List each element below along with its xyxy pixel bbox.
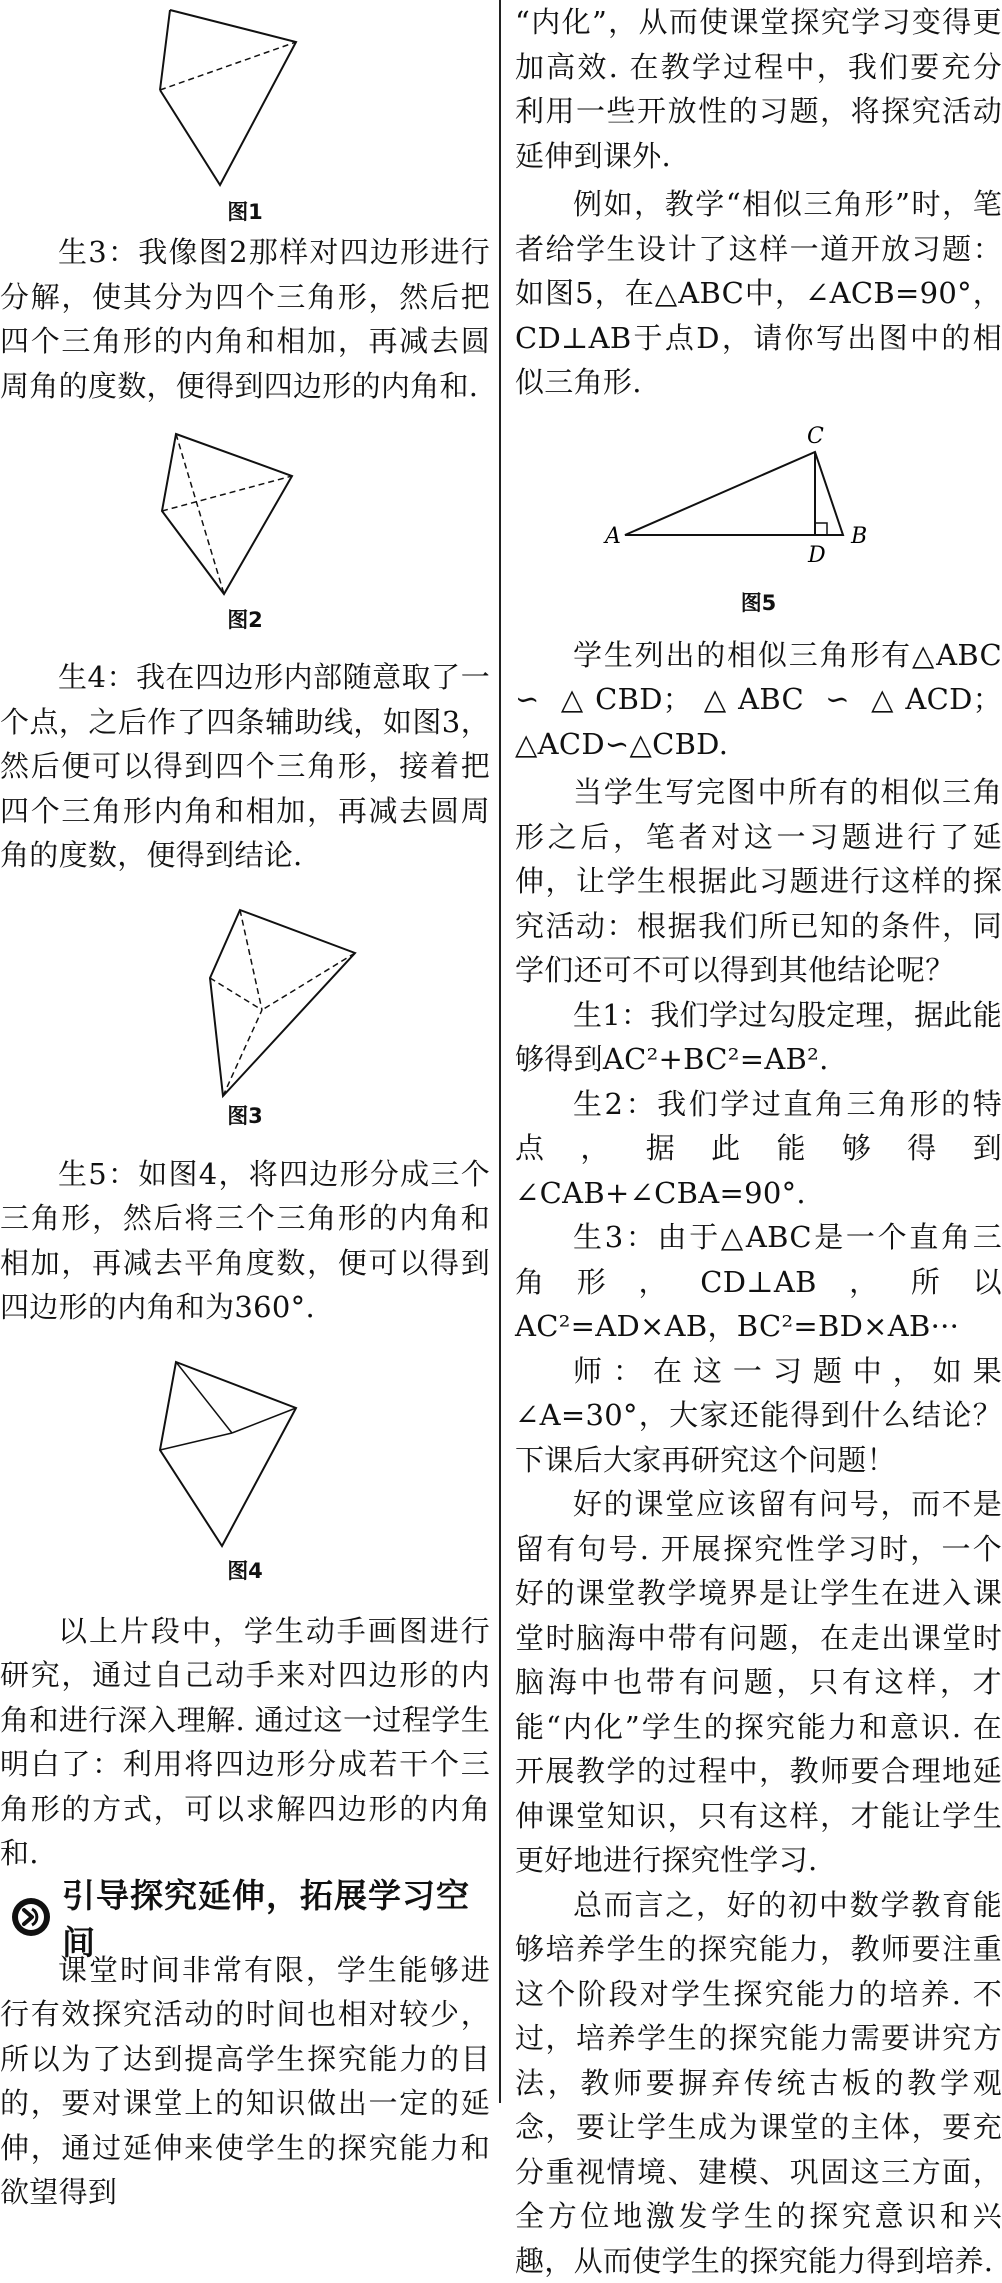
label-B: B bbox=[850, 524, 867, 549]
label-D: D bbox=[807, 543, 826, 568]
quadrilateral-diagram-3 bbox=[0, 898, 490, 1100]
figure-3 bbox=[0, 898, 490, 1138]
right-triangle-diagram bbox=[515, 417, 1002, 587]
paragraph-student-5: 生5：如图4，将四边形分成三个三角形，然后将三个三角形的内角和相加，再减去平角度数，便可以得到四边形的内角和为360°. bbox=[0, 1152, 490, 1330]
paragraph-continued: “内化”，从而使课堂探究学习变得更加高效. 在教学过程中，我们要充分利用一些开放性的习题，将探究活动延伸到课外. bbox=[515, 0, 1002, 178]
paragraph-section-intro: 课堂时间非常有限，学生能够进行有效探究活动的时间也相对较少，所以为了达到提高学生探究能力的目的，要对课堂上的知识做出一定的延伸，通过延伸来使学生的探究能力和欲望得到 bbox=[0, 1948, 490, 2215]
paragraph-teacher: 师：在这一习题中，如果∠A=30°，大家还能得到什么结论？下课后大家再研究这个问题！ bbox=[515, 1349, 1002, 1483]
quadrilateral-diagram-2 bbox=[0, 426, 490, 604]
paragraph-summary: 以上片段中，学生动手画图进行研究，通过自己动手来对四边形的内角和进行深入理解. 通过这一过程学生明白了：利用将四边形分成若干个三角形的方式，可以求解四边形的内角和. bbox=[0, 1609, 490, 1876]
figure-1-caption: 图1 bbox=[0, 196, 490, 226]
column-divider bbox=[499, 0, 501, 2103]
section-badge-icon bbox=[10, 1896, 52, 1938]
figure-5 bbox=[515, 417, 1002, 617]
figure-1 bbox=[0, 0, 490, 230]
figure-4-caption: 图4 bbox=[0, 1555, 490, 1585]
paragraph-student-3: 生3：我像图2那样对四边形进行分解，使其分为四个三角形，然后把四个三角形的内角和相加，再减去圆周角的度数，便得到四边形的内角和. bbox=[0, 230, 490, 408]
paragraph-good-classroom: 好的课堂应该留有问号，而不是留有句号. 开展探究性学习时，一个好的课堂教学境界是让学生在进入课堂时脑海中带有问题，在走出课堂时脑海中也带有问题，只有这样，才能“内化”学生的探究能力和意识. 在开展教学的过程中，教师要合理地延伸课堂知识，只有这样，才能让学生更好地进行探究性学习. bbox=[515, 1482, 1002, 1883]
quadrilateral-diagram-1 bbox=[0, 0, 490, 196]
paragraph-student-1: 生1：我们学过勾股定理，据此能够得到AC²+BC²=AB². bbox=[515, 993, 1002, 1082]
paragraph-student-2: 生2：我们学过直角三角形的特点，据此能够得到∠CAB+∠CBA=90°. bbox=[515, 1082, 1002, 1216]
section-title: 引导探究延伸，拓展学习空间 bbox=[62, 1870, 490, 1964]
figure-4 bbox=[0, 1350, 490, 1595]
paragraph-conclusion: 总而言之，好的初中数学教育能够培养学生的探究能力，教师要注重这个阶段对学生探究能力的培养. 不过，培养学生的探究能力需要讲究方法，教师要摒弃传统古板的教学观念，要让学生成为课堂的主体，要充分重视情境、建模、巩固这三方面，全方位地激发学生的探究意识和兴趣，从而使学生的探究能力得到培养. bbox=[515, 1883, 1002, 2283]
paragraph-extension: 当学生写完图中所有的相似三角形之后，笔者对这一习题进行了延伸，让学生根据此习题进行这样的探究活动：根据我们所已知的条件，同学们还可不可以得到其他结论呢？ bbox=[515, 770, 1002, 993]
section-heading bbox=[0, 1890, 490, 1944]
left-column bbox=[0, 0, 490, 2215]
figure-2 bbox=[0, 426, 490, 641]
figure-3-caption: 图3 bbox=[0, 1100, 490, 1130]
label-C: C bbox=[807, 424, 824, 449]
quadrilateral-diagram-4 bbox=[0, 1350, 490, 1555]
paragraph-student-3-right: 生3：由于△ABC是一个直角三角形，CD⊥AB，所以AC²=AD×AB，BC²=BD×AB··· bbox=[515, 1215, 1002, 1349]
paragraph-similar-triangles: 学生列出的相似三角形有△ABC ∽ △CBD；△ABC ∽ △ACD；△ACD∽△CBD. bbox=[515, 633, 1002, 767]
paragraph-example: 例如，教学“相似三角形”时，笔者给学生设计了这样一道开放习题：如图5，在△ABC中，∠ACB=90°，CD⊥AB于点D，请你写出图中的相似三角形. bbox=[515, 182, 1002, 405]
label-A: A bbox=[603, 524, 621, 549]
paragraph-student-4: 生4：我在四边形内部随意取了一个点，之后作了四条辅助线，如图3，然后便可以得到四个三角形，接着把四个三角形内角和相加，再减去圆周角的度数，便得到结论. bbox=[0, 655, 490, 878]
figure-2-caption: 图2 bbox=[0, 604, 490, 634]
figure-5-caption: 图5 bbox=[515, 587, 1002, 617]
right-column bbox=[515, 0, 1002, 2283]
